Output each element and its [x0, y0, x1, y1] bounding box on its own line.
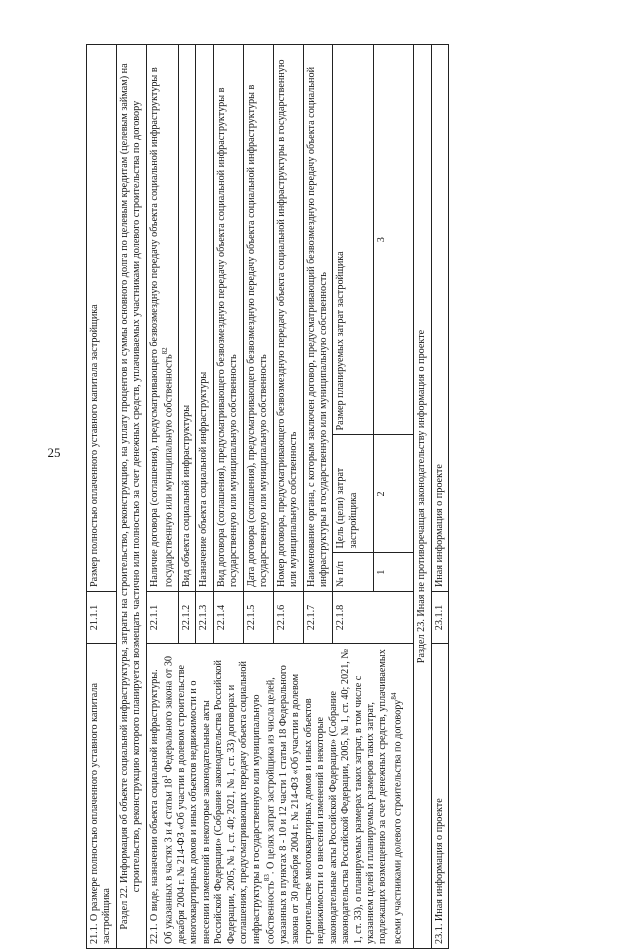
row-22-1-footnote-84: 84: [389, 692, 398, 700]
row-21-1-value: Размер полностью оплаченного уставного капитала застройщика: [87, 45, 117, 592]
item-text: Наименование органа, с которым заключен договор, предусматривающий безвозмездную передачу объекта социальной инфраструктуры в государственную или муниципальную собственность: [303, 45, 333, 592]
row-21-1: [87, 45, 117, 949]
item-code: 22.1.3: [196, 592, 213, 644]
subtable-col-number-1: 1: [373, 553, 413, 591]
item-code: 22.1.5: [243, 592, 273, 644]
item-code: 22.1.6: [273, 592, 303, 644]
item-text: Номер договора, предусматривающего безвозмездную передачу объекта социальной инфраструктуры в государственную или муниципальную собственность: [273, 45, 303, 592]
item-code: 22.1.8: [333, 592, 414, 644]
row-23-1-name: 23.1. Иная информация о проекте: [431, 644, 448, 949]
item-code: 22.1.4: [213, 592, 243, 644]
subtable-header-purpose: Цель (цели) затрат застройщика: [333, 435, 373, 553]
row-22-1-name-part4: . О целях затрат застройщика из числа целей, указанных в пунктах 8 - 10 и 12 части 1 статьи 18 Федерального закона от 30 декабря 2004 г. № 214-ФЗ «Об участии в долевом строительстве многоквартирных домов и иных объектов недвижимости и о внесении изменений в некоторые законодательные акты Российской Федерации» (Собрание законодательства Российской Федерации, 2005, № 1, ст. 40; 2021, № 1, ст. 33), о планируемых размерах таких затрат, в том числе с указанием целей и планируемых размеров таких затрат, подлежащих возмещению за счет денежных средств, уплачиваемых всеми участниками долевого строительства по договору: [265, 648, 404, 944]
subtable-header-amount: Размер планируемых затрат застройщика: [335, 251, 347, 431]
item-text: Назначение объекта социальной инфраструктуры: [196, 45, 213, 592]
subtable-header-number: № п/п: [333, 553, 373, 591]
section-22-header-row: [116, 45, 146, 949]
item-text: Вид объекта социальной инфраструктуры: [179, 45, 196, 592]
item-footnote-82: 82: [161, 347, 170, 355]
costs-subtable-cell: [333, 45, 414, 592]
document-sheet: [86, 44, 546, 949]
row-23-1-code: 23.1.1: [431, 592, 448, 644]
page-number: 25: [47, 445, 61, 460]
row-23-1-value: Иная информация о проекте: [431, 45, 448, 592]
section-23-header-row: [414, 45, 431, 949]
item-code: 22.1.1: [146, 592, 178, 644]
section-22-header: Раздел 22. Информация об объекте социальной инфраструктуры, затраты на строительство, реконструкцию, на уплату процентов и суммы основного долга по целевым кредитам (целевым займам) на строительство, реконструкцию которого планируется возмещать частично или полностью за счет денежных средств, уплачиваемых участниками долевого строительства по договору: [116, 45, 146, 949]
row-22-1-footnote-83: 83: [263, 874, 272, 882]
row-21-1-name: 21.1. О размере полностью оплаченного уставного капитала застройщика: [87, 644, 117, 949]
item-text: Дата договора (соглашения), предусматривающего безвозмездную передачу объекта социальной инфраструктуры в государственную или муниципальную собственность: [243, 45, 273, 592]
subtable-col-number-3: 3: [373, 45, 413, 435]
row-22-1-name: [146, 644, 414, 949]
row-21-1-code: 21.1.1: [87, 592, 117, 644]
subtable-col-number-2: 2: [373, 435, 413, 553]
section-23-header: Раздел 23. Иная не противоречащая законодательству информация о проекте: [414, 45, 431, 949]
item-text: Вид договора (соглашения), предусматривающего безвозмездную передачу объекта социальной инфраструктуры в государственную или муниципальную собственность: [213, 45, 243, 592]
costs-subtable: [333, 45, 413, 591]
row-22-1-name-part3: Федерального закона от 30 декабря 2004 г. № 214-ФЗ «Об участии в долевом строительстве многоквартирных домов и иных объектов недвижимости и о внесении изменений в некоторые законодательные акты Российской Федерации» (Собрание законодательства Российской Федерации, 2005, № 1, ст. 40; 2021, № 1, ст. 33) договорах и соглашениях, предусматривающих передачу объекта социальной инфраструктуры в государственную или муниципальную собственность: [163, 655, 277, 944]
row-22-1-name-part1: 22.1. О виде, назначении объекта социальной инфраструктуры.: [148, 669, 160, 944]
row-22-1-1: [146, 45, 178, 949]
project-declaration-table: [86, 44, 449, 949]
row-22-1-name-part2: Об указанных в частях 3 и 4 статьи 18: [163, 778, 175, 944]
item-code: 22.1.7: [303, 592, 333, 644]
item-text: Наличие договора (соглашения), предусматривающего безвозмездную передачу объекта социальной инфраструктуры в государственную или муниципальную собственность$^{82}$: [146, 45, 178, 592]
row-23-1: [431, 45, 448, 949]
item-code: 22.1.2: [179, 592, 196, 644]
row-22-1-footnote-1: 1: [161, 774, 170, 779]
